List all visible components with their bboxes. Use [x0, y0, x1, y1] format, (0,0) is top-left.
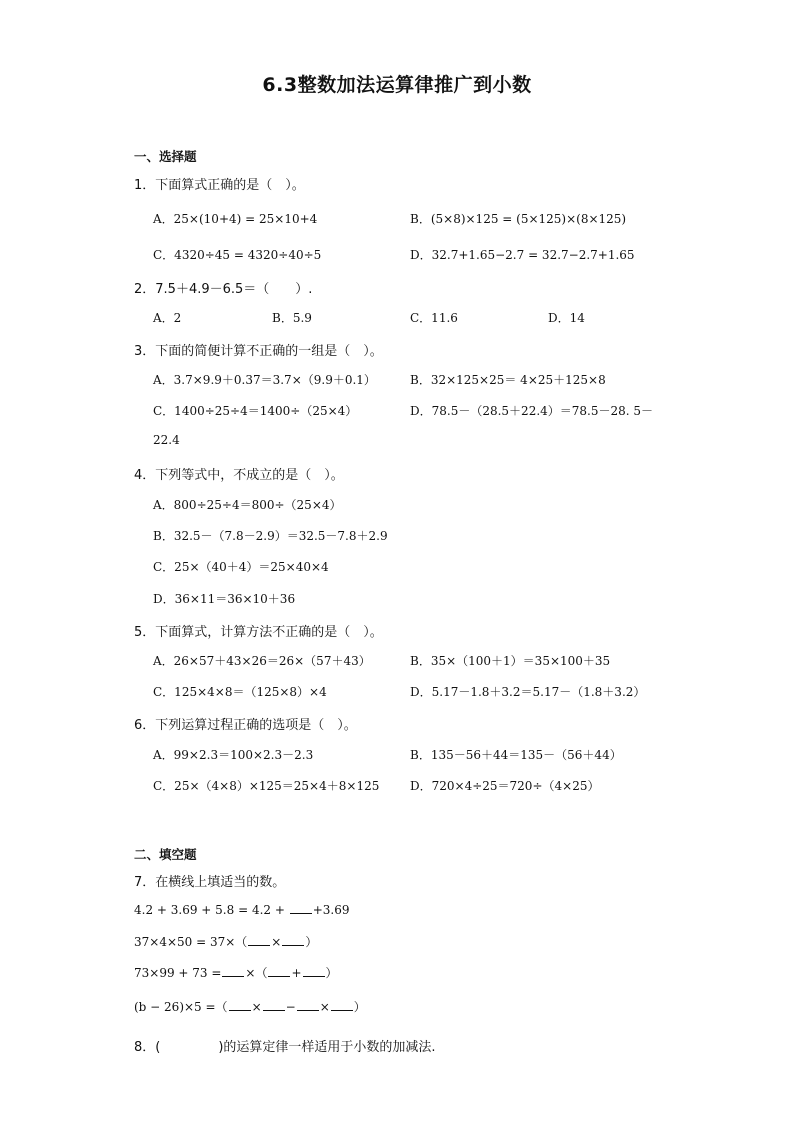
q7-line-3-plus: + [291, 966, 302, 980]
q7-line-2-times: × [271, 935, 282, 949]
question-6-stem: 6．下列运算过程正确的选项是（ ）。 [134, 718, 357, 733]
question-5-option-c: C．125×4×8＝（125×8）×4 [153, 685, 327, 699]
q7-line-2-left: 37×4×50 = 37×（ [134, 935, 248, 949]
question-6-option-c: C．25×（4×8）×125＝25×4＋8×125 [153, 779, 380, 793]
question-3-stem: 3．下面的简便计算不正确的一组是（ ）。 [134, 344, 383, 359]
question-1-option-b: B．(5×8)×125 = (5×125)×(8×125) [410, 212, 627, 226]
question-1-option-d: D．32.7+1.65−2.7 = 32.7−2.7+1.65 [410, 248, 635, 262]
question-7-line-4 [134, 998, 366, 1015]
question-5-option-a: A．26×57＋43×26＝26×（57＋43） [153, 654, 371, 668]
q7-line-2-blank-1[interactable] [248, 934, 270, 946]
question-3-option-d: D．78.5－（28.5＋22.4）＝78.5－28. 5－ [410, 404, 654, 418]
q7-line-3-blank-3[interactable] [303, 965, 325, 977]
question-7-stem: 7．在横线上填适当的数。 [134, 875, 286, 890]
question-6-option-b: B．135－56＋44＝135－（56＋44） [410, 748, 622, 762]
q7-line-4-times-1: × [251, 1000, 262, 1014]
question-4-option-a: A．800÷25÷4＝800÷（25×4） [153, 498, 342, 512]
q7-line-3-blank-1[interactable] [222, 965, 244, 977]
question-3-option-d-continued: 22.4 [153, 433, 180, 447]
q7-line-4-blank-1[interactable] [229, 999, 251, 1011]
q7-line-4-blank-4[interactable] [331, 999, 353, 1011]
question-2-option-d: D．14 [548, 311, 585, 325]
q7-line-3-close: ） [325, 966, 338, 980]
question-5-option-d: D．5.17－1.8＋3.2＝5.17－（1.8＋3.2） [410, 685, 646, 699]
q7-line-1-left: 4.2 + 3.69 + 5.8 = 4.2 + [134, 903, 285, 917]
q7-line-1-blank[interactable] [290, 902, 312, 914]
page-title: 6.3整数加法运算律推广到小数 [262, 74, 532, 96]
question-3-option-c: C．1400÷25÷4＝1400÷（25×4） [153, 404, 358, 418]
question-4-option-b: B．32.5－（7.8－2.9）＝32.5－7.8＋2.9 [153, 529, 388, 543]
q7-line-2-blank-2[interactable] [282, 934, 304, 946]
question-4-option-c: C．25×（40＋4）＝25×40×4 [153, 560, 329, 574]
q7-line-4-blank-3[interactable] [297, 999, 319, 1011]
question-6-option-a: A．99×2.3＝100×2.3－2.3 [153, 748, 314, 762]
question-2-option-a: A．2 [153, 311, 182, 325]
question-1-option-a: A．25×(10+4) = 25×10+4 [153, 212, 318, 226]
q7-line-4-blank-2[interactable] [263, 999, 285, 1011]
question-3-option-b: B．32×125×25＝ 4×25＋125×8 [410, 373, 606, 387]
question-5-option-b: B．35×（100＋1）＝35×100＋35 [410, 654, 611, 668]
question-2-stem: 2．7.5＋4.9－6.5＝（ ）. [134, 282, 313, 297]
question-4-stem: 4．下列等式中，不成立的是（ ）。 [134, 468, 344, 483]
q7-line-2-close: ） [305, 935, 318, 949]
q7-line-3-blank-2[interactable] [268, 965, 290, 977]
question-2-option-b: B．5.9 [272, 311, 312, 325]
question-7-line-1 [134, 902, 350, 917]
question-8 [134, 1036, 436, 1055]
question-3-option-a: A．3.7×9.9＋0.37＝3.7×（9.9＋0.1） [153, 373, 376, 387]
q7-line-4-left: (b − 26)×5 =（ [134, 1000, 228, 1014]
question-1-stem: 1．下面算式正确的是（ ）。 [134, 178, 305, 193]
q7-line-1-right: +3.69 [312, 903, 350, 917]
question-5-stem: 5．下面算式，计算方法不正确的是（ ）。 [134, 625, 383, 640]
q8-left: 8．( [134, 1040, 161, 1055]
q7-line-3-times: ×（ [245, 966, 268, 980]
q7-line-4-times-2: × [319, 1000, 330, 1014]
question-2-option-c: C．11.6 [410, 311, 458, 325]
section-multiple-choice: 一、选择题 [134, 149, 197, 164]
question-6-option-d: D．720×4÷25＝720÷（4×25） [410, 779, 600, 793]
question-7-line-3 [134, 964, 338, 981]
q7-line-3-left: 73×99 + 73 = [134, 966, 222, 980]
q7-line-4-minus: − [285, 1000, 296, 1014]
question-7-line-2 [134, 933, 317, 950]
question-1-option-c: C．4320÷45 = 4320÷40÷5 [153, 248, 322, 262]
q7-line-4-close: ） [353, 1000, 366, 1014]
question-4-option-d: D．36×11＝36×10＋36 [153, 592, 296, 606]
q8-right: )的运算定律一样适用于小数的加减法. [218, 1040, 436, 1055]
section-fill-in: 二、填空题 [134, 847, 197, 862]
